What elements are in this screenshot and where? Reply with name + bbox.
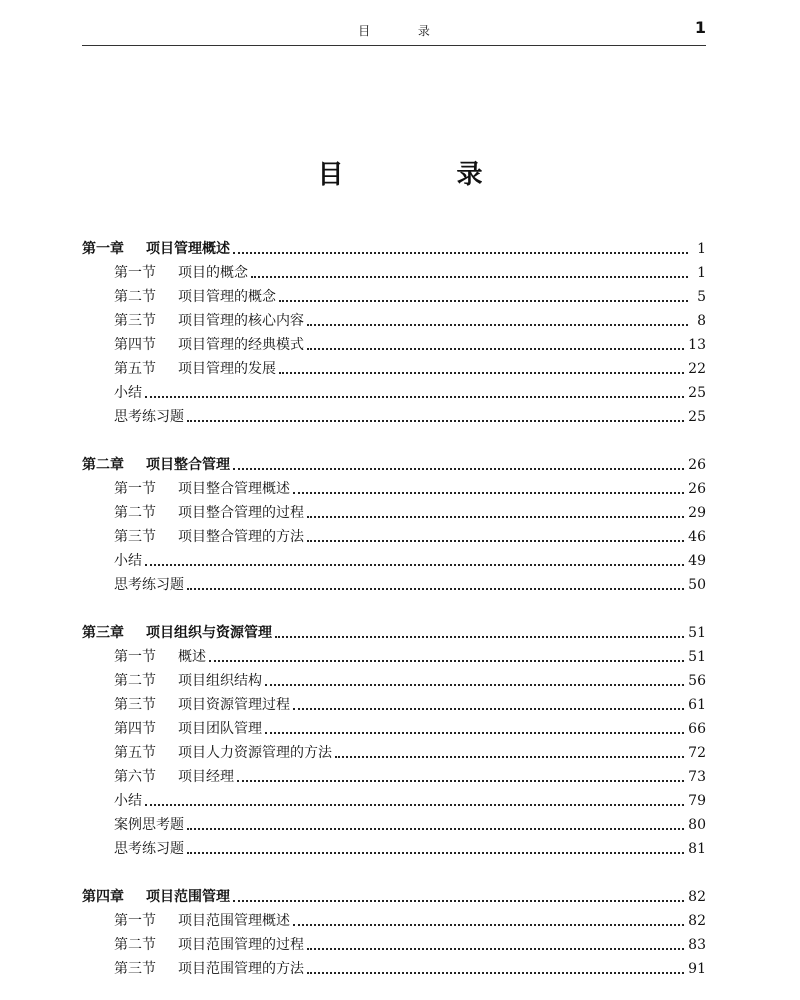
toc-chapter-row[interactable] bbox=[82, 450, 706, 474]
toc-section-row[interactable] bbox=[82, 474, 706, 498]
dot-leader bbox=[145, 564, 684, 566]
toc-entry-number: 第一节 bbox=[114, 265, 156, 281]
toc-entry-label bbox=[82, 240, 230, 258]
toc-entry-page: 72 bbox=[688, 745, 706, 761]
toc-entry-title: 项目范围管理的方法 bbox=[178, 961, 304, 977]
toc-entry-title: 项目管理的概念 bbox=[178, 289, 276, 305]
toc-entry-label bbox=[114, 792, 142, 810]
dot-leader bbox=[233, 468, 684, 470]
toc-entry-label bbox=[114, 768, 234, 786]
toc-entry-label bbox=[114, 744, 332, 762]
toc-title: 目 录 bbox=[317, 160, 535, 190]
toc-section-row[interactable] bbox=[82, 642, 706, 666]
toc-section-row[interactable] bbox=[82, 570, 706, 594]
toc-section-row[interactable] bbox=[82, 354, 706, 378]
toc-section-row[interactable] bbox=[82, 498, 706, 522]
toc-entry-title: 项目整合管理的过程 bbox=[178, 505, 304, 521]
dot-leader bbox=[251, 276, 688, 278]
toc-entry-number: 第二节 bbox=[114, 289, 156, 305]
toc-entry-label bbox=[114, 840, 184, 858]
toc-entry-number: 第一章 bbox=[82, 241, 124, 257]
toc-entry-label bbox=[114, 912, 290, 930]
toc-chapter-row[interactable] bbox=[82, 618, 706, 642]
toc-section-row[interactable] bbox=[82, 282, 706, 306]
toc-entry-number: 第二节 bbox=[114, 673, 156, 689]
toc-section-row[interactable] bbox=[82, 666, 706, 690]
dot-leader bbox=[145, 396, 684, 398]
toc-entry-title: 项目人力资源管理的方法 bbox=[178, 745, 332, 761]
toc-entry-title: 项目整合管理 bbox=[146, 457, 230, 473]
toc-entry-label bbox=[114, 336, 304, 354]
toc-section-row[interactable] bbox=[82, 810, 706, 834]
running-header bbox=[82, 18, 706, 46]
toc-entry-page: 25 bbox=[688, 409, 706, 425]
toc-entry-title: 项目范围管理 bbox=[146, 889, 230, 905]
toc-entry-label bbox=[82, 456, 230, 474]
toc-section-row[interactable] bbox=[82, 954, 706, 978]
toc-entry-number: 第一节 bbox=[114, 913, 156, 929]
toc-entry-label bbox=[82, 888, 230, 906]
toc-section-row[interactable] bbox=[82, 546, 706, 570]
toc-entry-title: 项目管理的核心内容 bbox=[178, 313, 304, 329]
dot-leader bbox=[307, 948, 684, 950]
toc-entry-number: 第三节 bbox=[114, 313, 156, 329]
toc-entry-title: 小结 bbox=[114, 553, 142, 569]
toc-entry-title: 项目组织与资源管理 bbox=[146, 625, 272, 641]
dot-leader bbox=[335, 756, 684, 758]
toc-section-row[interactable] bbox=[82, 522, 706, 546]
dot-leader bbox=[265, 684, 684, 686]
toc-section-row[interactable] bbox=[82, 714, 706, 738]
toc-section-row[interactable] bbox=[82, 786, 706, 810]
dot-leader bbox=[293, 924, 684, 926]
toc-entry-title: 项目范围管理概述 bbox=[178, 913, 290, 929]
toc-entry-page: 51 bbox=[688, 649, 706, 665]
toc-entry-title: 项目资源管理过程 bbox=[178, 697, 290, 713]
toc-entry-number: 第四节 bbox=[114, 721, 156, 737]
table-of-contents bbox=[82, 234, 706, 978]
toc-entry-label bbox=[82, 624, 272, 642]
dot-leader bbox=[233, 900, 684, 902]
dot-leader bbox=[145, 804, 684, 806]
running-title: 目 录 bbox=[358, 24, 452, 38]
toc-entry-label bbox=[114, 696, 290, 714]
toc-entry-page: 61 bbox=[688, 697, 706, 713]
toc-entry-number: 第六节 bbox=[114, 769, 156, 785]
toc-entry-title: 项目管理概述 bbox=[146, 241, 230, 257]
dot-leader bbox=[307, 972, 684, 974]
toc-entry-page: 13 bbox=[688, 337, 706, 353]
toc-entry-page: 91 bbox=[688, 961, 706, 977]
toc-entry-page: 22 bbox=[688, 361, 706, 377]
toc-entry-number: 第五节 bbox=[114, 745, 156, 761]
toc-entry-page: 26 bbox=[688, 457, 706, 473]
toc-entry-label bbox=[114, 264, 248, 282]
dot-leader bbox=[237, 780, 684, 782]
dot-leader bbox=[307, 516, 684, 518]
toc-section-row[interactable] bbox=[82, 930, 706, 954]
toc-entry-title: 小结 bbox=[114, 385, 142, 401]
toc-section-row[interactable] bbox=[82, 306, 706, 330]
dot-leader bbox=[307, 348, 684, 350]
toc-chapter-row[interactable] bbox=[82, 234, 706, 258]
toc-entry-page: 49 bbox=[688, 553, 706, 569]
toc-entry-label bbox=[114, 576, 184, 594]
toc-entry-title: 思考练习题 bbox=[114, 841, 184, 857]
toc-entry-title: 项目组织结构 bbox=[178, 673, 262, 689]
toc-section-row[interactable] bbox=[82, 330, 706, 354]
toc-entry-page: 66 bbox=[688, 721, 706, 737]
toc-entry-number: 第一节 bbox=[114, 649, 156, 665]
toc-entry-title: 项目的概念 bbox=[178, 265, 248, 281]
toc-entry-title: 项目团队管理 bbox=[178, 721, 262, 737]
toc-entry-number: 第二节 bbox=[114, 505, 156, 521]
toc-entry-label bbox=[114, 936, 304, 954]
toc-section-row[interactable] bbox=[82, 738, 706, 762]
toc-entry-label bbox=[114, 648, 206, 666]
toc-entry-page: 26 bbox=[688, 481, 706, 497]
toc-entry-title: 思考练习题 bbox=[114, 409, 184, 425]
toc-entry-title: 项目经理 bbox=[178, 769, 234, 785]
toc-entry-page: 46 bbox=[688, 529, 706, 545]
toc-section-row[interactable] bbox=[82, 402, 706, 426]
toc-entry-number: 第三章 bbox=[82, 625, 124, 641]
toc-entry-label bbox=[114, 384, 142, 402]
dot-leader bbox=[265, 732, 684, 734]
dot-leader bbox=[209, 660, 684, 662]
toc-entry-page: 73 bbox=[688, 769, 706, 785]
toc-entry-title: 概述 bbox=[178, 649, 206, 665]
toc-entry-label bbox=[114, 360, 276, 378]
toc-entry-number: 第三节 bbox=[114, 697, 156, 713]
toc-section-row[interactable] bbox=[82, 906, 706, 930]
toc-entry-page: 29 bbox=[688, 505, 706, 521]
dot-leader bbox=[307, 540, 684, 542]
toc-entry-page: 50 bbox=[688, 577, 706, 593]
toc-entry-label bbox=[114, 288, 276, 306]
dot-leader bbox=[187, 420, 684, 422]
dot-leader bbox=[275, 636, 684, 638]
page-number: 1 bbox=[694, 18, 706, 37]
toc-entry-page: 83 bbox=[688, 937, 706, 953]
toc-entry-label bbox=[114, 720, 262, 738]
toc-entry-title: 案例思考题 bbox=[114, 817, 184, 833]
toc-entry-label bbox=[114, 480, 290, 498]
toc-section-row[interactable] bbox=[82, 378, 706, 402]
dot-leader bbox=[187, 588, 684, 590]
toc-entry-number: 第四节 bbox=[114, 337, 156, 353]
toc-entry-title: 小结 bbox=[114, 793, 142, 809]
toc-entry-number: 第一节 bbox=[114, 481, 156, 497]
dot-leader bbox=[187, 852, 684, 854]
toc-entry-label bbox=[114, 816, 184, 834]
toc-entry-label bbox=[114, 672, 262, 690]
toc-entry-label bbox=[114, 960, 304, 978]
toc-entry-number: 第三节 bbox=[114, 529, 156, 545]
toc-entry-page: 25 bbox=[688, 385, 706, 401]
toc-entry-page: 81 bbox=[688, 841, 706, 857]
toc-entry-label bbox=[114, 504, 304, 522]
toc-section-row[interactable] bbox=[82, 258, 706, 282]
dot-leader bbox=[307, 324, 688, 326]
dot-leader bbox=[279, 300, 688, 302]
toc-entry-number: 第三节 bbox=[114, 961, 156, 977]
toc-entry-page: 51 bbox=[688, 625, 706, 641]
dot-leader bbox=[293, 492, 684, 494]
toc-entry-page: 80 bbox=[688, 817, 706, 833]
toc-entry-number: 第二章 bbox=[82, 457, 124, 473]
toc-section-row[interactable] bbox=[82, 690, 706, 714]
toc-entry-number: 第二节 bbox=[114, 937, 156, 953]
dot-leader bbox=[279, 372, 684, 374]
dot-leader bbox=[293, 708, 684, 710]
toc-entry-label bbox=[114, 312, 304, 330]
toc-entry-page: 82 bbox=[688, 913, 706, 929]
toc-entry-number: 第五节 bbox=[114, 361, 156, 377]
toc-entry-label bbox=[114, 552, 142, 570]
toc-entry-title: 项目管理的发展 bbox=[178, 361, 276, 377]
toc-entry-title: 思考练习题 bbox=[114, 577, 184, 593]
dot-leader bbox=[187, 828, 684, 830]
toc-entry-page: 1 bbox=[697, 265, 706, 281]
toc-entry-title: 项目整合管理概述 bbox=[178, 481, 290, 497]
toc-entry-page: 8 bbox=[697, 313, 706, 329]
toc-entry-title: 项目管理的经典模式 bbox=[178, 337, 304, 353]
toc-entry-label bbox=[114, 528, 304, 546]
toc-entry-page: 5 bbox=[697, 289, 706, 305]
toc-section-row[interactable] bbox=[82, 834, 706, 858]
toc-entry-page: 82 bbox=[688, 889, 706, 905]
dot-leader bbox=[233, 252, 688, 254]
toc-entry-page: 79 bbox=[688, 793, 706, 809]
toc-entry-label bbox=[114, 408, 184, 426]
toc-entry-title: 项目整合管理的方法 bbox=[178, 529, 304, 545]
toc-entry-page: 1 bbox=[697, 241, 706, 257]
toc-chapter-row[interactable] bbox=[82, 882, 706, 906]
toc-entry-title: 项目范围管理的过程 bbox=[178, 937, 304, 953]
toc-entry-page: 56 bbox=[688, 673, 706, 689]
toc-section-row[interactable] bbox=[82, 762, 706, 786]
toc-entry-number: 第四章 bbox=[82, 889, 124, 905]
